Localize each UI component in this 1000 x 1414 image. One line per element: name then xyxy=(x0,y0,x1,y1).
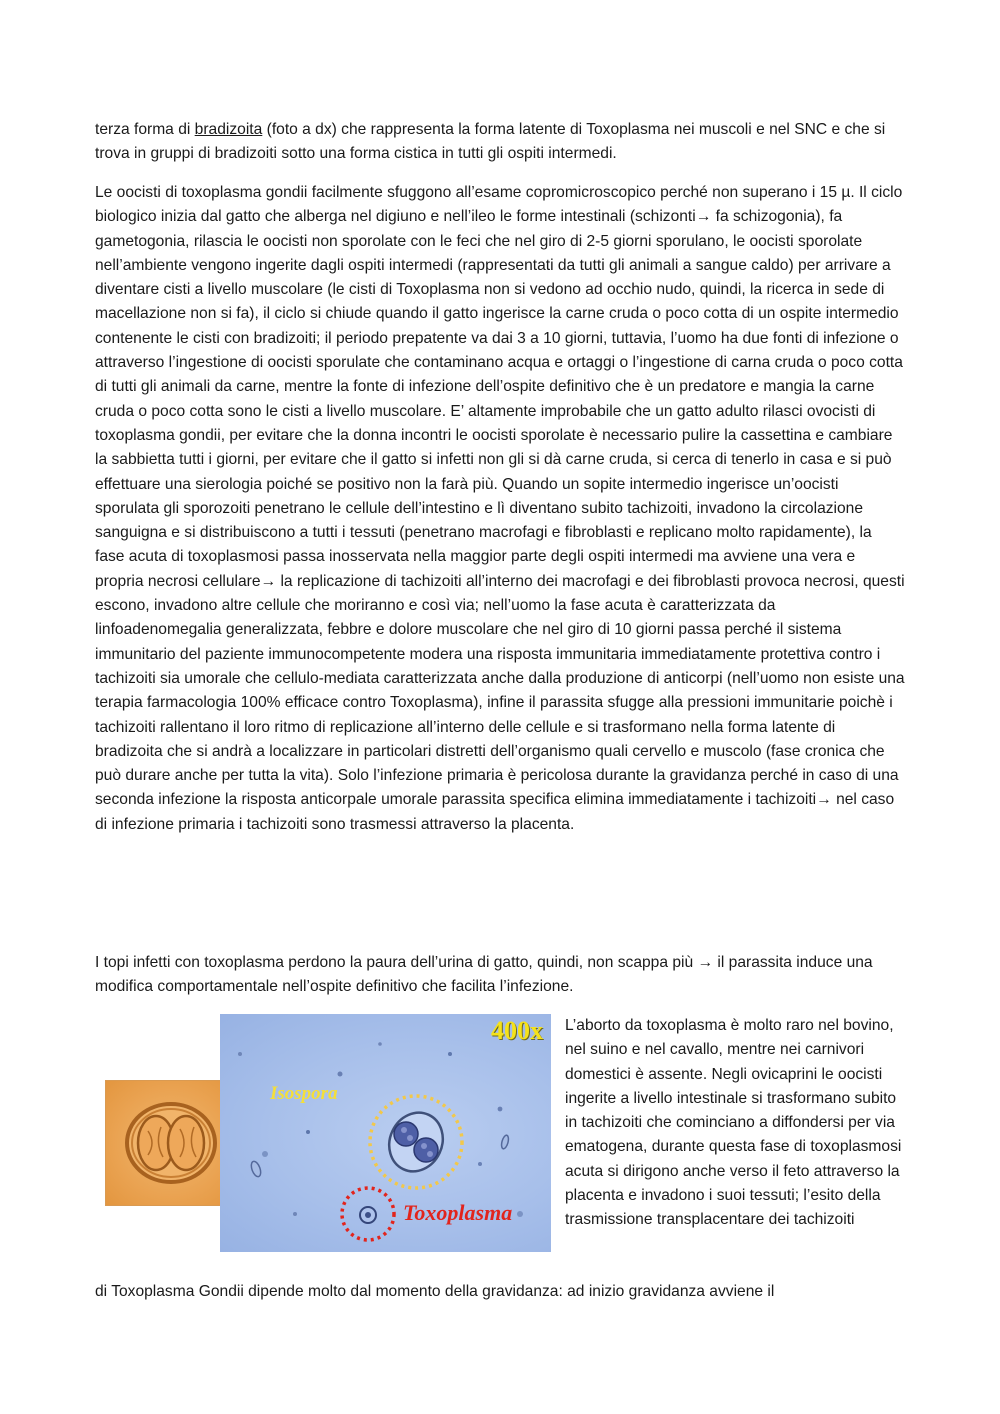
figure-photos xyxy=(105,1014,551,1252)
sporulated-oocyst-photo xyxy=(105,1080,237,1206)
paragraph-bradizoita xyxy=(95,118,905,167)
paragraph-abortion-continued: di Toxoplasma Gondii dipende molto dal momento della gravidanza: ad inizio gravidanza avviene il xyxy=(95,1283,775,1300)
paragraph-text: (foto a dx) che rappresenta la forma latente di Toxoplasma nei muscoli e nel SNC e che si trova in gruppi di bradizoiti sotto una forma cistica in tutti gli ospiti intermedi. xyxy=(95,121,886,163)
bradizoita-link[interactable]: bradizoita xyxy=(194,121,263,138)
paragraph-text: terza forma di xyxy=(95,121,195,138)
isospora-label: Isospora xyxy=(270,1083,338,1104)
paragraph-abortion-side: L’aborto da toxoplasma è molto raro nel bovino, nel suino e nel cavallo, mentre nei carnivori domestici è assente. Negli ovicaprini le oocisti ingerite a livello intestinale si trasformano subito in tachizoiti che cominciano a diffondersi per via ematogena, durante questa fase di toxoplasmosi acuta si dirigono anche verso il feto attraverso la placenta e invadono i suoi tessuti; l’esito della trasmissione transplacentare dei tachizoiti xyxy=(565,1017,902,1229)
micrograph-400x xyxy=(220,1014,551,1252)
oocyst-drawing xyxy=(106,1081,236,1205)
paragraph-mice-behaviour: I topi infetti con toxoplasma perdono la paura dell’urina di gatto, quindi, non scappa più → il parassita induce una modifica comportamentale nell’ospite definitivo che facilita l’infezione. xyxy=(95,954,873,996)
zoom-label: 400x xyxy=(491,1016,543,1045)
paragraph-life-cycle: Le oocisti di toxoplasma gondii facilmente sfuggono all’esame copromicroscopico perché non superano i 15 µ. Il ciclo biologico inizia dal gatto che alberga nel digiuno e nell’ileo le forme intestinali (schizonti→ fa schizogonia), fa gametogonia, rilascia le oocisti non sporolate con le feci che nel giro di 2-5 giorni sporulano, le oocisti sporolate nell’ambiente vengono ingerite dagli ospiti intermedi (rappresentati da tutti gli animali a sangue caldo) per arrivare a diventare cisti a livello muscolare (le cisti di Toxoplasma non si vedono ad occhio nudo, quindi, la ricerca in sede di macellazione non si fa), il ciclo si chiude quando il gatto ingerisce la carne cruda o poco cotta di un ospite intermedio contenente le cisti con bradizoiti; il periodo prepatente va dai 3 a 10 giorni, tuttavia, l’uomo ha due fonti di infezione o attraverso l’ingestione di oocisti sporulate che contaminano acqua e ortaggi o l’ingestione di carna cruda o poco cotta di tutti gli animali da carne, mentre la fonte di infezione dell’ospite definitivo che è un predatore e mangia la carne cruda o poco cotta sono le cisti a livello muscolare. E’ altamente improbabile che un gatto adulto rilasci ovocisti di toxoplasma gondii, per evitare che la donna incontri le oocisti sporolate è necessario pulire la cassettina e cambiare la sabbietta tutti i giorni, per evitare che il gatto si infetti non gli si dà carne cruda, si cerca di tenerlo in casa e si può effettuare una sierologia poiché se positivo non la farà più. Quando un sopite intermedio ingerisce un’oocisti sporulata gli sporozoiti penetrano le cellule dell’intestino e lì diventano subito tachizoiti, invadono la circolazione sanguigna e si distribuiscono a tutti i tessuti (penetrano macrofagi e fibroblasti e replicano molto rapidamente), la fase acuta di toxoplasmosi passa inosservata nella maggior parte degli ospiti intermedi ma avviene una vera e propria necrosi cellulare→ la replicazione di tachizoiti all’interno dei macrofagi e dei fibroblasti provoca necrosi, questi escono, invadono altre cellule che moriranno e così via; nell’uomo la fase acuta è caratterizzata da linfoadenomegalia generalizzata, febbre e dolore muscolare che nel giro di 10 giorni passa perché il sistema immunitario del paziente immunocompetente modera una risposta immunitaria immediatamente protettiva contro i tachizoiti sia umorale che cellulo-mediata caratterizzata anche dalla produzione di anticorpi (nell’uomo non esiste una terapia farmacologia 100% efficace contro Toxoplasma), infine il parassita sfugge alla pressioni immunitarie poichè i tachizoiti rallentano il loro ritmo di replicazione all’interno delle cellule e si trasformano nella forma latente di bradizoita che si andrà a localizzare in particolari distretti dell’organismo quali cervello e muscolo (fase cronica che può durare anche per tutta la vita). Solo l’infezione primaria è pericolosa durante la gravidanza perché in caso di una seconda infezione la risposta anticorpale umorale parassita specifica elimina immediatamente i tachizoiti→ nel caso di infezione primaria i tachizoiti sono trasmessi attraverso la placenta. xyxy=(95,184,905,833)
toxoplasma-label: Toxoplasma xyxy=(403,1200,513,1225)
